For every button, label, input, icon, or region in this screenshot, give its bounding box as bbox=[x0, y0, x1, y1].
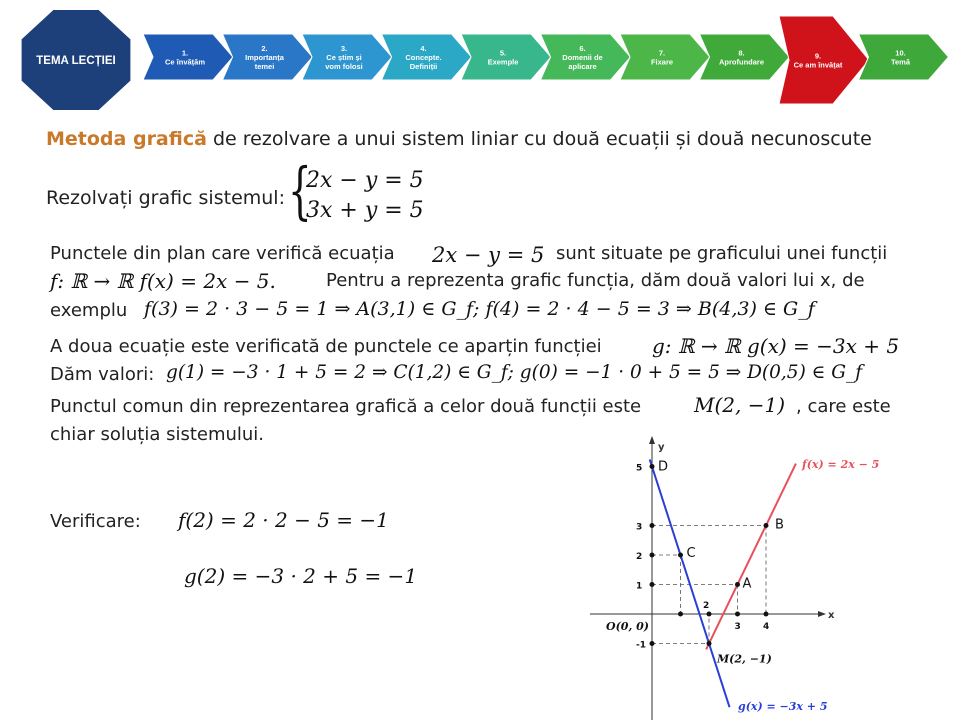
y-tick-5: 5 bbox=[636, 463, 643, 474]
y-tick-m1: -1 bbox=[636, 640, 646, 651]
nav-step-label: Ce învățăm bbox=[164, 57, 206, 67]
nav-step-label: Ce am învățat bbox=[793, 60, 843, 70]
nav-step-number: 10. bbox=[895, 48, 906, 58]
nav-step-7[interactable] bbox=[620, 34, 710, 80]
point-d-label: D bbox=[658, 459, 669, 475]
function-f-def: f: ℝ → ℝ f(x) = 2x − 5. bbox=[50, 269, 276, 293]
line-f bbox=[706, 464, 796, 650]
dot-ym1 bbox=[650, 641, 655, 646]
function-graph bbox=[590, 430, 940, 720]
nav-step-3[interactable] bbox=[302, 34, 392, 80]
x-tick-4: 4 bbox=[763, 622, 770, 632]
nav-step-number: 9. bbox=[814, 51, 822, 61]
system-brace: { bbox=[288, 154, 312, 227]
nav-step-4[interactable] bbox=[382, 34, 472, 80]
y-tick-2: 2 bbox=[636, 552, 643, 562]
nav-step-number: 2. bbox=[261, 44, 268, 53]
paragraph-line-5: Dăm valori: bbox=[50, 364, 155, 385]
paragraph-line-7: chiar soluția sistemului. bbox=[50, 424, 265, 445]
point-c-label: C bbox=[686, 546, 696, 561]
dot-y5 bbox=[650, 464, 655, 469]
home-octagon-button[interactable] bbox=[21, 9, 132, 110]
dot-x3 bbox=[735, 612, 740, 617]
values-g: g(1) = −3 · 1 + 5 = 2 ⇒ C(1,2) ∈ G_f; g(0) = −1 · 0 + 5 = 5 ⇒ D(0,5) ∈ G_f bbox=[166, 362, 863, 383]
nav-step-label: Importanța bbox=[245, 53, 284, 62]
x-axis-arrow bbox=[818, 611, 826, 617]
nav-step-label: Domenii de bbox=[562, 53, 603, 62]
nav-step-number: 4. bbox=[420, 44, 427, 53]
paragraph-line-3a: exemplu bbox=[50, 300, 128, 321]
slide-title bbox=[46, 128, 872, 150]
point-c-dot bbox=[678, 553, 683, 558]
y-tick-3: 3 bbox=[636, 522, 643, 533]
paragraph-line-6: Punctul comun din reprezentarea grafică a celor două funcții este bbox=[50, 396, 642, 417]
nav-step-label: Fixare bbox=[650, 57, 674, 67]
title-rest: de rezolvare a unui sistem liniar cu două ecuații și două necunoscute bbox=[206, 128, 872, 150]
lesson-navigation bbox=[0, 0, 960, 110]
verification-label: Verificare: bbox=[50, 511, 141, 532]
nav-step-number: 7. bbox=[658, 48, 666, 58]
dot-y1 bbox=[650, 582, 655, 587]
nav-step-8[interactable] bbox=[700, 34, 790, 80]
nav-step-label: Exemple bbox=[487, 57, 519, 67]
dot-y2 bbox=[650, 553, 655, 558]
dot-x4 bbox=[764, 612, 769, 617]
nav-step-number: 3. bbox=[340, 44, 348, 53]
nav-step-label: vom folosi bbox=[325, 62, 363, 71]
dot-y3 bbox=[650, 523, 655, 528]
paragraph-line-2: Pentru a reprezenta grafic funcția, dăm două valori lui x, de bbox=[326, 270, 865, 291]
nav-step-number: 5. bbox=[499, 48, 507, 58]
point-a-dot bbox=[735, 582, 740, 587]
x-tick-2: 2 bbox=[703, 601, 710, 611]
nav-step-5[interactable] bbox=[461, 34, 551, 80]
solution-point: M(2, −1) bbox=[694, 393, 786, 417]
point-a-label: A bbox=[742, 576, 752, 592]
paragraph-line-6b: , care este bbox=[796, 396, 891, 417]
paragraph-line-4: A doua ecuație este verificată de punctele ce aparțin funcției bbox=[50, 336, 602, 357]
verification-g: g(2) = −3 · 2 + 5 = −1 bbox=[184, 564, 418, 588]
nav-step-label: Definiții bbox=[409, 62, 438, 71]
equation-2: 3x + y = 5 bbox=[306, 198, 424, 223]
x-tick-3: 3 bbox=[734, 622, 741, 632]
values-f: f(3) = 2 · 3 − 5 = 1 ⇒ A(3,1) ∈ G_f; f(4) = 2 · 4 − 5 = 3 ⇒ B(4,3) ∈ G_f bbox=[144, 298, 815, 320]
g-label: g(x) = −3x + 5 bbox=[738, 700, 828, 713]
nav-step-number: 6. bbox=[579, 44, 586, 53]
nav-step-label: Ce știm și bbox=[326, 53, 362, 62]
point-b-label: B bbox=[775, 517, 784, 533]
origin-label: O(0, 0) bbox=[606, 620, 649, 633]
y-axis-label: y bbox=[658, 442, 665, 453]
nav-step-1[interactable] bbox=[143, 34, 233, 80]
title-highlight: Metoda grafică bbox=[46, 128, 207, 150]
equation-1: 2x − y = 5 bbox=[306, 168, 424, 193]
y-tick-1: 1 bbox=[636, 581, 643, 592]
function-g-def: g: ℝ → ℝ g(x) = −3x + 5 bbox=[652, 334, 900, 358]
nav-step-label: aplicare bbox=[568, 62, 597, 71]
point-m-label: M(2, −1) bbox=[717, 652, 772, 666]
solve-prompt: Rezolvați grafic sistemul: bbox=[46, 187, 285, 209]
f-label: f(x) = 2x − 5 bbox=[802, 458, 880, 471]
nav-step-10[interactable] bbox=[859, 34, 949, 80]
nav-step-label: temei bbox=[254, 62, 275, 71]
nav-step-label: Temă bbox=[890, 57, 911, 67]
point-b-dot bbox=[764, 523, 769, 528]
nav-step-6[interactable] bbox=[541, 34, 631, 80]
paragraph-eq-1: 2x − y = 5 bbox=[432, 243, 545, 267]
paragraph-line-1a: Punctele din plan care verifică ecuația bbox=[50, 243, 395, 264]
nav-step-number: 8. bbox=[738, 48, 745, 58]
y-axis-arrow bbox=[649, 436, 655, 444]
point-m-dot bbox=[707, 641, 712, 646]
nav-step-2[interactable] bbox=[223, 34, 313, 80]
lesson-steps bbox=[143, 16, 949, 104]
dot-x2 bbox=[707, 612, 712, 617]
nav-step-9[interactable] bbox=[779, 16, 869, 104]
paragraph-line-1b: sunt situate pe graficului unei funcții bbox=[556, 243, 888, 264]
x-axis-label: x bbox=[828, 610, 835, 621]
nav-step-label: Aprofundare bbox=[719, 57, 764, 67]
verification-f: f(2) = 2 · 2 − 5 = −1 bbox=[178, 508, 389, 532]
nav-step-label: Concepte. bbox=[405, 53, 442, 62]
nav-step-number: 1. bbox=[181, 48, 189, 58]
home-label: TEMA LECȚIEI bbox=[36, 55, 116, 67]
dot-x1 bbox=[678, 612, 683, 617]
line-g bbox=[650, 459, 730, 707]
